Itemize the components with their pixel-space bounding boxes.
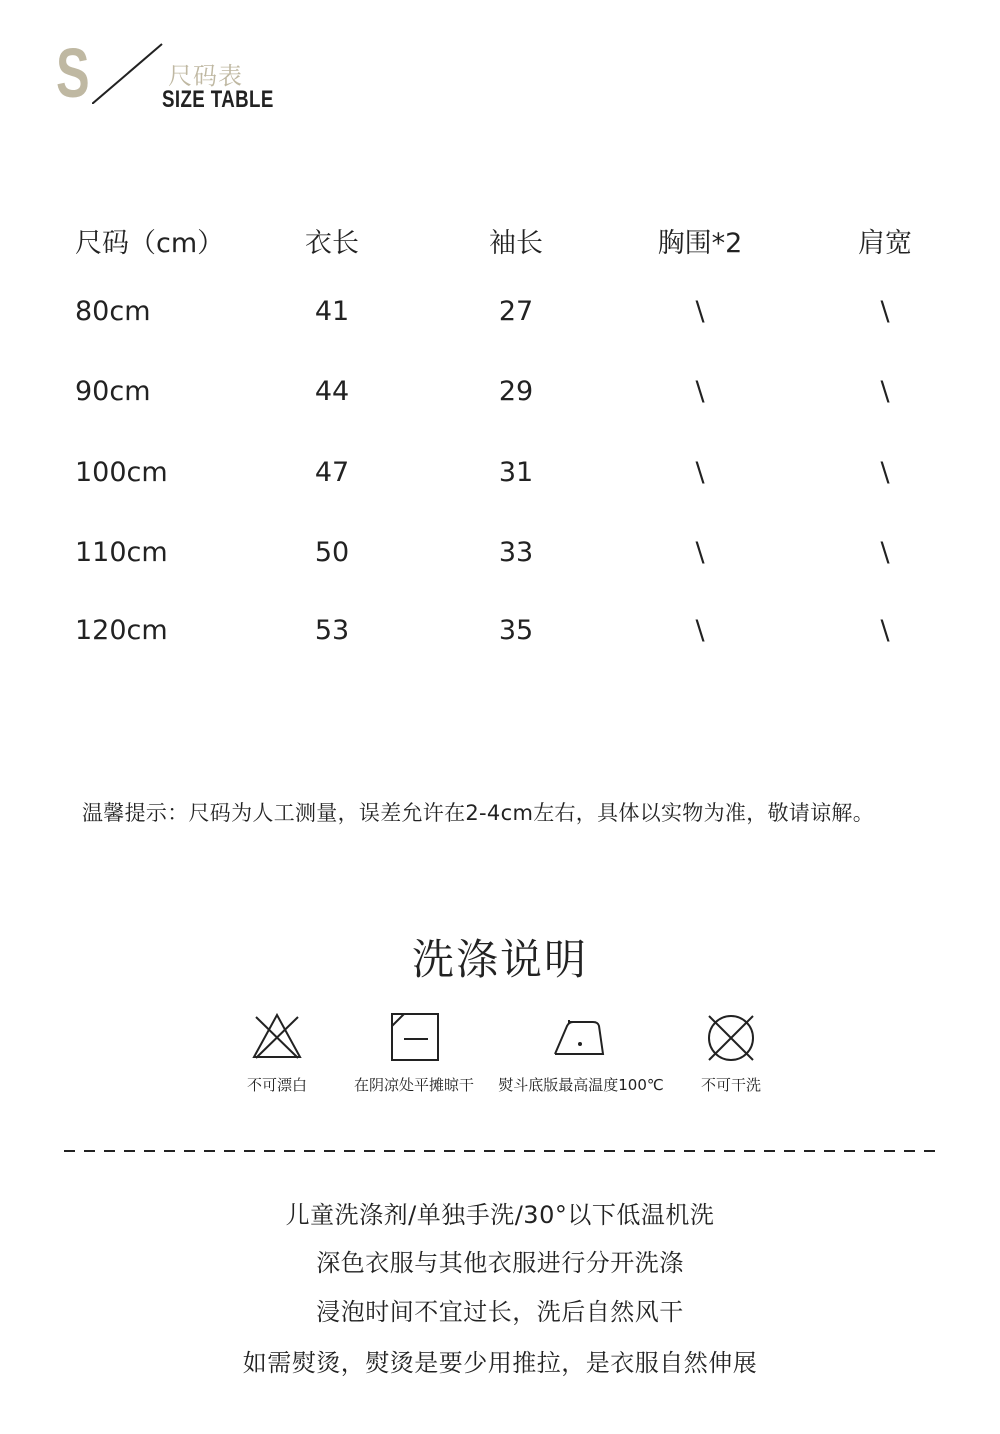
dry-flat-shade-icon — [390, 1012, 440, 1062]
table-cell: \ — [880, 296, 890, 327]
table-cell: 31 — [498, 457, 534, 488]
table-cell: 44 — [314, 376, 350, 407]
no-bleach-label: 不可漂白 — [246, 1076, 308, 1094]
size-note: 温馨提示：尺码为人工测量，误差允许在2-4cm左右，具体以实物为准，敬请谅解。 — [82, 801, 874, 825]
table-cell: \ — [880, 615, 890, 646]
table-cell: 90cm — [75, 376, 151, 407]
table-cell: \ — [880, 457, 890, 488]
table-cell: 80cm — [75, 296, 151, 327]
table-cell: 41 — [314, 296, 350, 327]
table-cell: 53 — [314, 615, 350, 646]
wash-instruction: 深色衣服与其他衣服进行分开洗涤 — [316, 1249, 684, 1277]
table-cell: 47 — [314, 457, 350, 488]
header-length: 衣长 — [305, 228, 359, 259]
no-dry-clean-label: 不可干洗 — [700, 1076, 762, 1094]
no-bleach-icon — [251, 1012, 303, 1060]
header-chest: 胸围*2 — [657, 228, 743, 259]
table-cell: \ — [695, 457, 705, 488]
logo-letter: S — [56, 34, 90, 112]
table-cell: 100cm — [75, 457, 168, 488]
wash-instruction: 儿童洗涤剂/单独手洗/30°以下低温机洗 — [285, 1201, 715, 1229]
wash-instruction: 如需熨烫，熨烫是要少用推拉，是衣服自然伸展 — [242, 1349, 758, 1377]
table-cell: 110cm — [75, 537, 168, 568]
table-cell: \ — [695, 296, 705, 327]
table-cell: \ — [880, 537, 890, 568]
title-cn: 尺码表 — [168, 62, 243, 90]
header-shoulder: 肩宽 — [858, 228, 912, 259]
table-cell: 27 — [498, 296, 534, 327]
table-cell: \ — [695, 537, 705, 568]
table-cell: \ — [880, 376, 890, 407]
header-size: 尺码（cm） — [75, 228, 225, 259]
table-cell: 120cm — [75, 615, 168, 646]
table-cell: 29 — [498, 376, 534, 407]
iron-icon — [553, 1012, 609, 1058]
table-cell: 50 — [314, 537, 350, 568]
header-sleeve: 袖长 — [489, 228, 543, 259]
table-cell: \ — [695, 376, 705, 407]
wash-title: 洗涤说明 — [411, 935, 588, 984]
table-cell: 33 — [498, 537, 534, 568]
table-cell: 35 — [498, 615, 534, 646]
table-cell: \ — [695, 615, 705, 646]
no-dry-clean-icon — [705, 1012, 757, 1064]
wash-instruction: 浸泡时间不宜过长，洗后自然风干 — [316, 1298, 684, 1326]
iron-label: 熨斗底版最高温度100℃ — [498, 1076, 664, 1094]
dry-flat-shade-label: 在阴凉处平摊晾干 — [353, 1076, 475, 1094]
dashed-divider — [64, 1150, 944, 1152]
title-en: SIZE TABLE — [162, 86, 274, 113]
